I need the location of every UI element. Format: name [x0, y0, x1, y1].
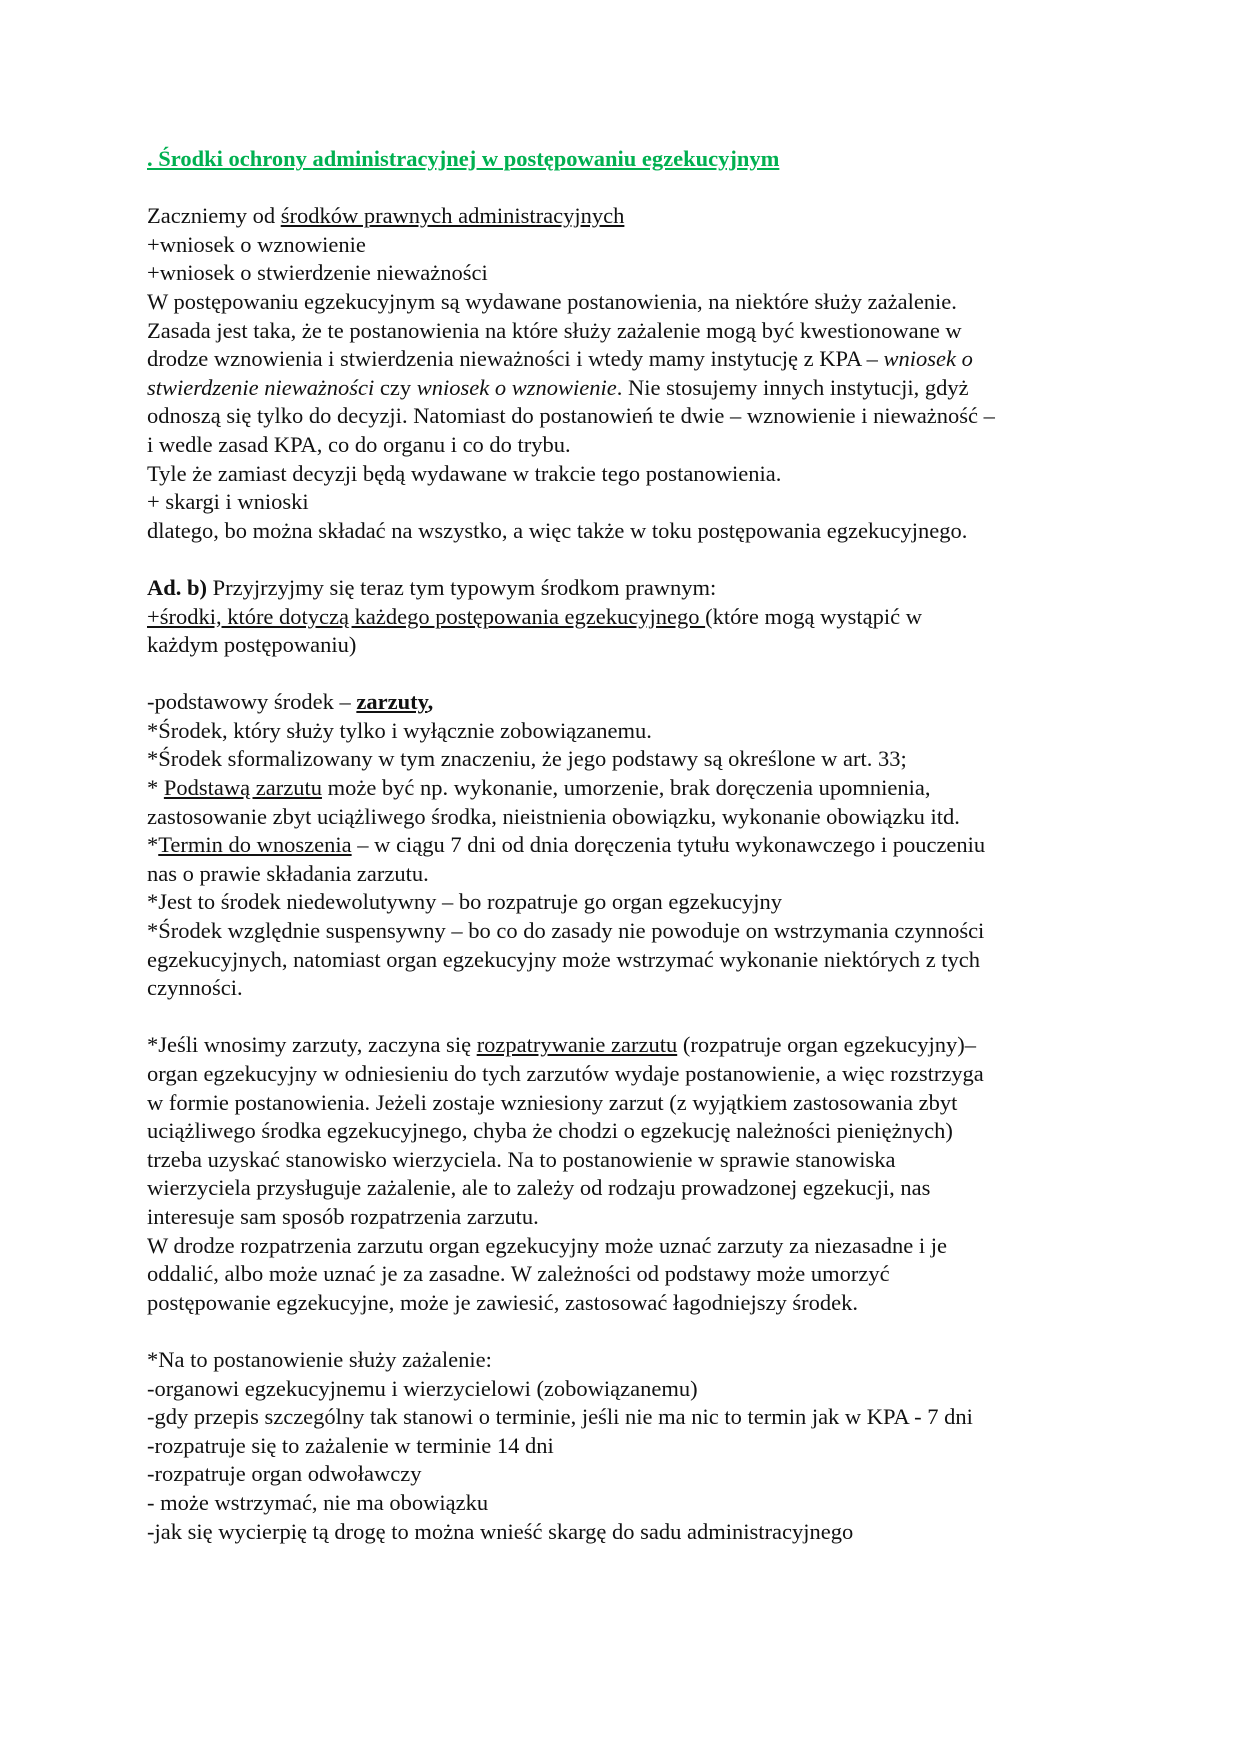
text-line [147, 603, 1092, 632]
paragraph-zarzuty [147, 688, 1092, 1003]
underlined-term: +środki, które dotyczą każdego postępowania egzekucyjnego [147, 603, 706, 629]
bold-term: zarzuty [356, 689, 428, 715]
text-line: + skargi i wnioski [147, 489, 309, 515]
text-line: *Na to postanowienie służy zażalenie: [147, 1346, 492, 1372]
text-line: postępowanie egzekucyjne, może je zawiesić, zastosować łagodniejszy środek. [147, 1289, 858, 1315]
text-line: zastosowanie zbyt uciążliwego środka, nieistnienia obowiązku, wykonanie obowiązku itd. [147, 803, 960, 829]
text-span: Zaczniemy od [147, 203, 281, 229]
text-line: wierzyciela przysługuje zażalenie, ale to zależy od rodzaju prowadzonej egzekucji, nas [147, 1175, 931, 1201]
text-line: *Środek sformalizowany w tym znaczeniu, że jego podstawy są określone w art. 33; [147, 746, 907, 772]
text-span: drodze wznowienia i stwierdzenia nieważności i wtedy mamy instytucję z KPA – [147, 346, 884, 372]
underlined-term: Podstawą zarzutu [163, 775, 322, 801]
text-line [147, 831, 1092, 860]
text-line [147, 774, 1092, 803]
text-line [147, 688, 1092, 717]
text-span: – w ciągu 7 dni od dnia doręczenia tytułu wykonawczego i pouczeniu [351, 832, 986, 858]
paragraph-gap [147, 1317, 1092, 1346]
text-line: Tyle że zamiast decyzji będą wydawane w trakcie tego postanowienia. [147, 460, 782, 486]
paragraph-gap [147, 660, 1092, 689]
text-line: +wniosek o stwierdzenie nieważności [147, 260, 488, 286]
paragraph-gap [147, 174, 1092, 203]
paragraph-zazalenie [147, 1346, 1092, 1546]
text-line: egzekucyjnych, natomiast organ egzekucyjny może wstrzymać wykonanie niektórych z tych [147, 946, 981, 972]
text-span: (rozpatruje organ egzekucyjny)– [677, 1032, 977, 1058]
text-span: . Nie stosujemy innych instytucji, gdyż [616, 374, 969, 400]
text-line: - może wstrzymać, nie ma obowiązku [147, 1489, 489, 1515]
paragraph-rozpatrywanie [147, 1031, 1092, 1317]
text-line: uciążliwego środka egzekucyjnego, chyba że chodzi o egzekucję należności pieniężnych) [147, 1118, 953, 1144]
text-line [147, 345, 1092, 374]
text-line: w formie postanowienia. Jeżeli zostaje wzniesiony zarzut (z wyjątkiem zastosowania zbyt [147, 1089, 958, 1115]
text-span: (które mogą wystąpić w [705, 603, 922, 629]
text-line: nas o prawie składania zarzutu. [147, 860, 429, 886]
text-line [147, 202, 1092, 231]
text-span: -podstawowy środek – [147, 689, 357, 715]
text-span: Przyjrzyjmy się teraz tym typowym środkom prawnym: [207, 574, 717, 600]
title-text: . Środki ochrony administracyjnej w postępowaniu egzekucyjnym [147, 146, 780, 171]
text-line: -rozpatruje się to zażalenie w terminie 14 dni [147, 1432, 554, 1458]
text-line: -rozpatruje organ odwoławczy [147, 1461, 422, 1487]
text-line: +wniosek o wznowienie [147, 231, 366, 257]
text-line: *Środek, który służy tylko i wyłącznie zobowiązanemu. [147, 717, 652, 743]
document-title [147, 145, 1092, 174]
text-span: czy [374, 374, 417, 400]
text-line: interesuje sam sposób rozpatrzenia zarzutu. [147, 1203, 539, 1229]
text-line: -gdy przepis szczególny tak stanowi o terminie, jeśli nie ma nic to termin jak w KPA - 7 dni [147, 1404, 973, 1430]
italic-term: stwierdzenie nieważności [147, 374, 375, 400]
text-line: *Środek względnie suspensywny – bo co do zasady nie powoduje on wstrzymania czynności [147, 918, 985, 944]
text-line: -jak się wycierpię tą drogę to można wnieść skargę do sadu administracyjnego [147, 1518, 854, 1544]
underlined-term: środków prawnych administracyjnych [280, 203, 625, 229]
text-line: każdym postępowaniu) [147, 632, 357, 658]
text-line: dlatego, bo można składać na wszystko, a więc także w toku postępowania egzekucyjnego. [147, 517, 968, 543]
text-line [147, 374, 1092, 403]
text-line [147, 1031, 1092, 1060]
text-line: W drodze rozpatrzenia zarzutu organ egzekucyjny może uznać zarzuty za niezasadne i je [147, 1232, 947, 1258]
document-body [147, 145, 1092, 1546]
text-span: , [427, 689, 434, 715]
text-span: *Jeśli wnosimy zarzuty, zaczyna się [147, 1032, 477, 1058]
text-line: Zasada jest taka, że te postanowienia na które służy zażalenie mogą być kwestionowane w [147, 317, 962, 343]
text-span: * [147, 832, 159, 858]
paragraph-ad-b [147, 574, 1092, 660]
underlined-term: Termin do wnoszenia [158, 832, 352, 858]
paragraph-gap [147, 545, 1092, 574]
text-line: czynności. [147, 975, 243, 1001]
text-line: -organowi egzekucyjnemu i wierzycielowi (zobowiązanemu) [147, 1375, 698, 1401]
text-line: organ egzekucyjny w odniesieniu do tych zarzutów wydaje postanowienie, a więc rozstrzyga [147, 1061, 984, 1086]
paragraph-gap [147, 1003, 1092, 1032]
text-line: oddalić, albo może uznać je za zasadne. W zależności od podstawy może umorzyć [147, 1261, 890, 1287]
text-line: odnoszą się tylko do decyzji. Natomiast do postanowień te dwie – wznowienie i nieważność – [147, 403, 995, 429]
italic-term: wniosek o [883, 346, 973, 372]
text-line: i wedle zasad KPA, co do organu i co do trybu. [147, 431, 571, 457]
paragraph-srodki-administracyjne [147, 202, 1092, 545]
underlined-term: rozpatrywanie zarzutu [476, 1032, 678, 1058]
italic-term: wniosek o wznowienie [416, 374, 617, 400]
text-line: *Jest to środek niedewolutywny – bo rozpatruje go organ egzekucyjny [147, 889, 783, 915]
text-span: może być np. wykonanie, umorzenie, brak doręczenia upomnienia, [321, 775, 931, 801]
text-line: trzeba uzyskać stanowisko wierzyciela. Na to postanowienie w sprawie stanowiska [147, 1146, 896, 1172]
text-span: * [147, 775, 164, 801]
section-marker: Ad. b) [147, 574, 208, 600]
text-line [147, 574, 1092, 603]
text-line: W postępowaniu egzekucyjnym są wydawane postanowienia, na niektóre służy zażalenie. [147, 288, 957, 314]
